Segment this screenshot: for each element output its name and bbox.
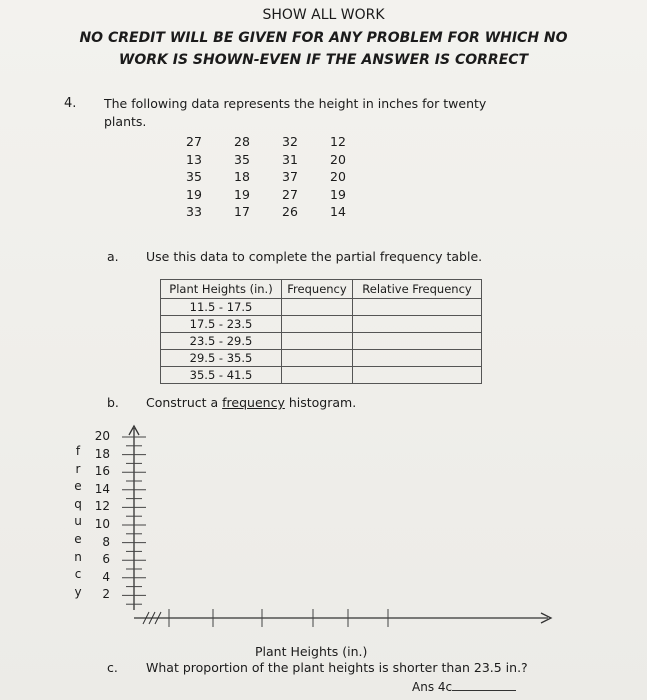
problem-prompt-line1: The following data represents the height in inches for twenty (104, 96, 487, 111)
freq-interval-cell: 35.5 - 41.5 (161, 367, 282, 384)
freq-header-frequency: Frequency (282, 280, 353, 299)
part-b-text-after: histogram. (284, 395, 357, 410)
data-grid-cell: 19 (234, 186, 250, 202)
part-b-text-underlined: frequency (222, 395, 285, 410)
header-no-credit: NO CREDIT WILL BE GIVEN FOR ANY PROBLEM FOR WHICH NO (79, 30, 568, 46)
problem-prompt-line2: plants. (104, 114, 147, 129)
y-tick-label: 18 (94, 446, 110, 461)
x-axis-label: Plant Heights (in.) (255, 644, 368, 659)
y-tick-label: 2 (102, 587, 110, 602)
data-grid-cell: 20 (330, 169, 346, 185)
data-grid-cell: 37 (282, 169, 298, 185)
y-tick-label: 12 (94, 499, 110, 514)
data-grid-cell: 20 (330, 151, 346, 167)
freq-interval-cell: 23.5 - 29.5 (161, 333, 282, 350)
data-grid-cell: 19 (186, 186, 202, 202)
y-axis-title-letter: n (74, 549, 82, 564)
part-b-label: b. (107, 395, 119, 410)
answer-4c-label: Ans 4c (412, 680, 453, 694)
freq-header-heights: Plant Heights (in.) (161, 280, 282, 299)
data-grid-cell: 32 (282, 134, 298, 150)
y-tick-label: 4 (102, 569, 110, 584)
y-axis-title-letter: e (74, 532, 82, 546)
part-a-label: a. (107, 249, 119, 264)
y-tick-label: 6 (102, 552, 110, 567)
y-axis-title-letter: q (74, 496, 82, 511)
data-grid-cell: 26 (282, 204, 298, 220)
y-tick-label: 8 (102, 534, 110, 549)
axis-break-mark (143, 612, 161, 624)
data-grid-cell: 35 (234, 151, 250, 167)
data-grid-cell: 35 (186, 169, 202, 185)
y-tick-label: 10 (94, 517, 110, 531)
y-tick-label: 14 (94, 481, 110, 496)
answer-4c[interactable] (412, 680, 516, 694)
data-grid-cell: 19 (330, 186, 346, 202)
data-grid-cell: 33 (186, 204, 202, 220)
y-axis-title-letter: u (74, 514, 82, 529)
data-grid-cell: 28 (234, 134, 250, 150)
y-axis-title-letter: r (75, 461, 81, 476)
data-grid-cell: 14 (330, 204, 346, 220)
part-c-label: c. (107, 660, 118, 675)
data-grid-cell: 12 (330, 134, 346, 150)
freq-interval-cell: 29.5 - 35.5 (161, 350, 282, 367)
data-grid-cell: 17 (234, 204, 250, 220)
y-axis-title-letter: c (74, 567, 82, 582)
data-grid-cell: 27 (282, 186, 298, 202)
y-axis-title-letter: f (75, 444, 81, 458)
freq-header-relative: Relative Frequency (353, 280, 482, 299)
y-tick-label: 16 (94, 464, 110, 479)
y-axis-title-letter: e (74, 479, 82, 494)
freq-interval-cell: 11.5 - 17.5 (161, 299, 282, 316)
problem-number: 4. (64, 96, 77, 111)
answer-4c-blank[interactable] (452, 680, 516, 691)
data-grid-cell: 13 (186, 151, 202, 167)
part-b-text-before: Construct a (146, 395, 223, 410)
y-axis-title-letter: y (74, 584, 82, 599)
y-tick-label: 20 (94, 429, 110, 443)
part-a-instruction: Use this data to complete the partial frequency table. (146, 249, 483, 264)
freq-interval-cell: 17.5 - 23.5 (161, 316, 282, 333)
header-work-shown: WORK IS SHOWN-EVEN IF THE ANSWER IS CORRECT (118, 52, 529, 68)
header-show-all-work: SHOW ALL WORK (262, 7, 385, 23)
data-grid-cell: 18 (234, 169, 250, 185)
part-c-question: What proportion of the plant heights is shorter than 23.5 in.? (146, 660, 528, 675)
data-grid-cell: 27 (186, 134, 202, 150)
data-grid-cell: 31 (282, 151, 298, 167)
